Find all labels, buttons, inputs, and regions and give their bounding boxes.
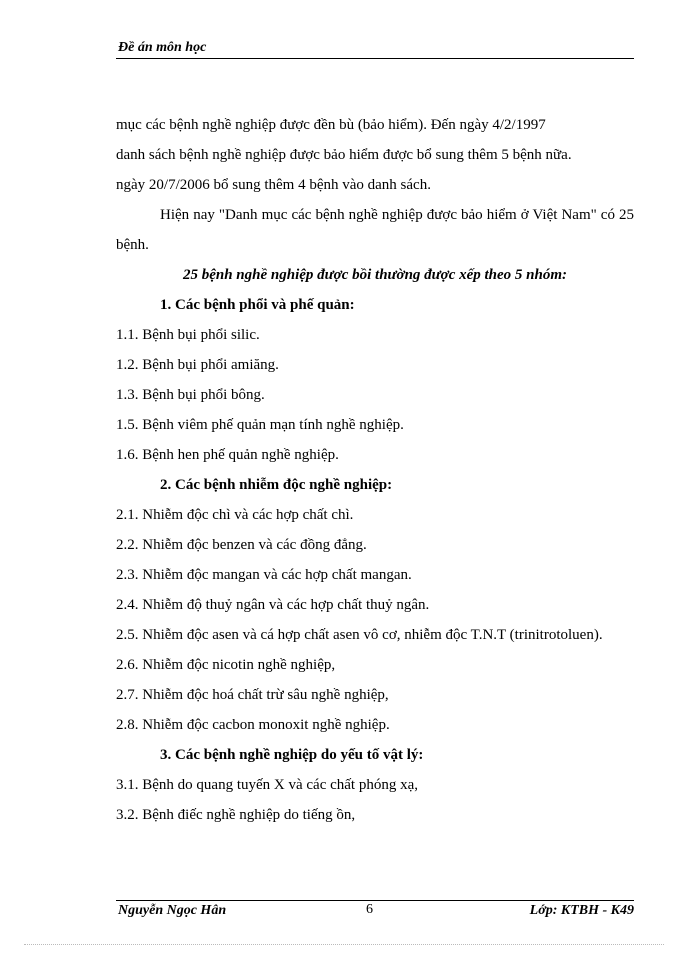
list-item: 2.3. Nhiễm độc mangan và các hợp chất mangan. (116, 567, 412, 583)
group-heading: 1. Các bệnh phổi và phế quản: (160, 297, 355, 313)
list-item: 2.8. Nhiễm độc cacbon monoxit nghề nghiệp. (116, 717, 390, 733)
list-item: 3.1. Bệnh do quang tuyến X và các chất phóng xạ, (116, 777, 418, 793)
list-item: 2.6. Nhiễm độc nicotin nghề nghiệp, (116, 657, 336, 673)
section-title: 25 bệnh nghề nghiệp được bồi thường được xếp theo 5 nhóm: (182, 267, 568, 283)
page-edge-divider (24, 944, 664, 945)
list-item: 2.7. Nhiễm độc hoá chất trừ sâu nghề nghiệp, (116, 687, 389, 703)
footer-class-label: Lớp: KTBH - K49 (529, 903, 634, 918)
intro-line: danh sách bệnh nghề nghiệp được bảo hiểm được bổ sung thêm 5 bệnh nữa. (116, 147, 572, 163)
list-item: 2.2. Nhiễm độc benzen và các đồng đẳng. (116, 537, 367, 553)
group-heading: 2. Các bệnh nhiễm độc nghề nghiệp: (160, 477, 393, 493)
intro-line: mục các bệnh nghề nghiệp được đền bù (bảo hiểm). Đến ngày 4/2/1997 (116, 117, 546, 133)
list-item: 3.2. Bệnh điếc nghề nghiệp do tiếng ồn, (116, 807, 356, 823)
footer-author: Nguyễn Ngọc Hân (118, 903, 227, 918)
list-item: 2.4. Nhiễm độ thuỷ ngân và các hợp chất thuỷ ngân. (116, 597, 430, 613)
list-item: 2.5. Nhiễm độc asen và cá hợp chất asen vô cơ, nhiễm độc T.N.T (trinitrotoluen). (116, 627, 603, 643)
intro-line: ngày 20/7/2006 bổ sung thêm 4 bệnh vào danh sách. (116, 177, 431, 193)
header-rule (116, 58, 634, 59)
page-number: 6 (366, 902, 373, 917)
footer-rule (116, 900, 634, 901)
paragraph: Hiện nay "Danh mục các bệnh nghề nghiệp được bảo hiểm ở Việt Nam" có 25 bệnh. (116, 207, 634, 253)
document-body (116, 110, 634, 830)
list-item: 1.6. Bệnh hen phế quản nghề nghiệp. (116, 447, 339, 463)
list-item: 1.5. Bệnh viêm phế quản mạn tính nghề nghiệp. (116, 417, 404, 433)
group-heading: 3. Các bệnh nghề nghiệp do yếu tố vật lý: (160, 747, 424, 763)
list-item: 1.1. Bệnh bụi phổi silic. (116, 327, 260, 343)
list-item: 1.3. Bệnh bụi phổi bông. (116, 387, 265, 403)
header-title: Đề án môn học (118, 40, 207, 55)
list-item: 1.2. Bệnh bụi phổi amiăng. (116, 357, 279, 373)
list-item: 2.1. Nhiễm độc chì và các hợp chất chì. (116, 507, 354, 523)
